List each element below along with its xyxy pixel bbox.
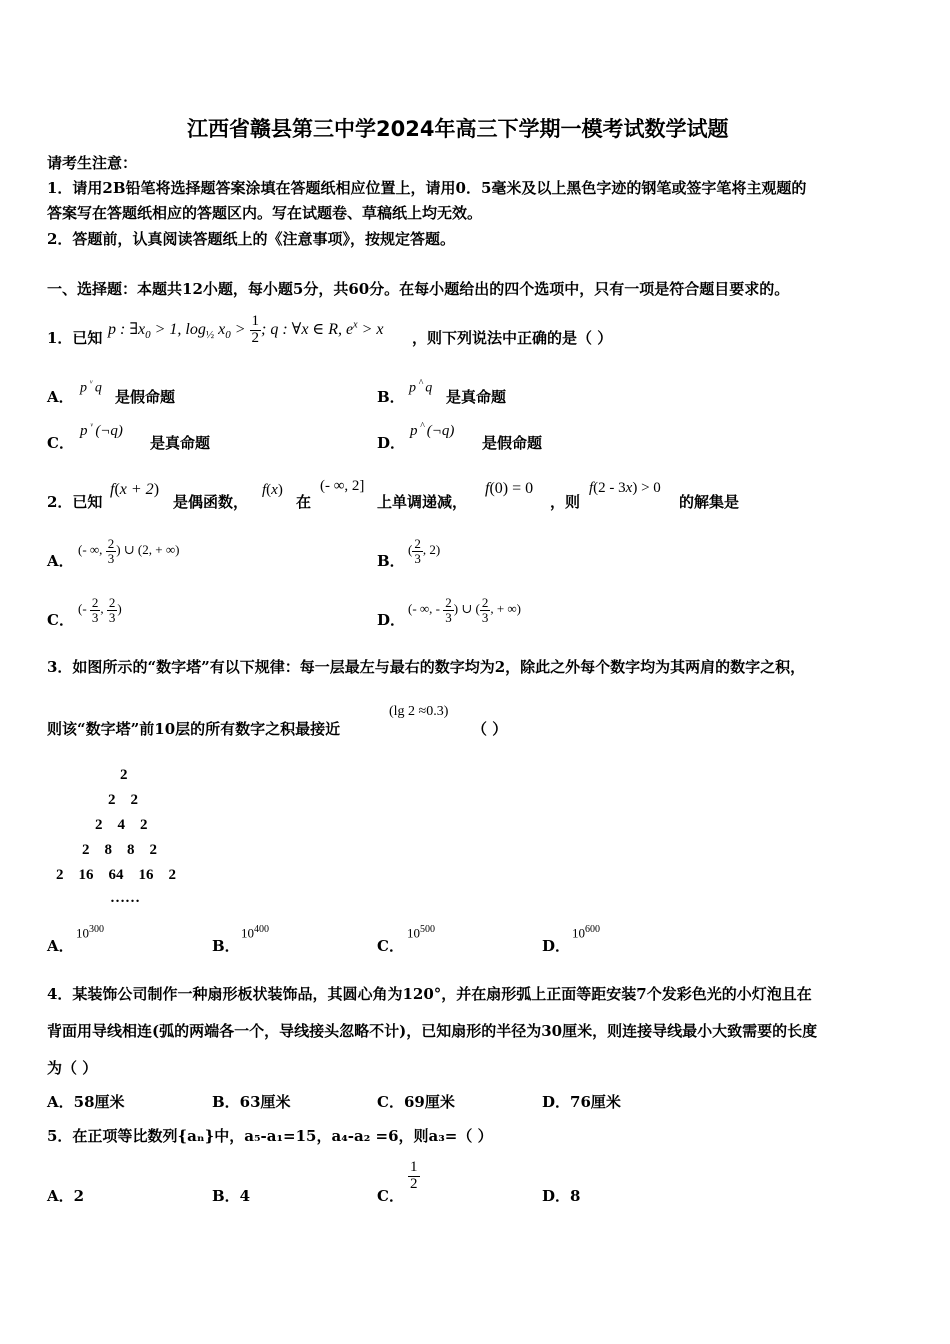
q2-text-5: 的解集是: [679, 493, 740, 511]
q1-option-b-label: B．: [377, 388, 405, 406]
q5-option-d: D．8: [542, 1187, 581, 1205]
tower-dots: ……: [110, 890, 140, 906]
q2-expr-f0: f(0) = 0: [485, 480, 534, 497]
q2-text-4: ，则: [550, 493, 581, 511]
q3-hint: (lg 2 ≈0.3): [389, 704, 449, 719]
q1-option-b-text: 是真命题: [446, 388, 507, 406]
q1-option-a-label: A．: [47, 388, 74, 406]
q2-text-3: 上单调递减，: [377, 493, 468, 511]
q4-option-d: D．76厘米: [542, 1093, 621, 1111]
q3-option-d-label: D．: [542, 937, 571, 955]
tower-row-3: 2 4 2: [95, 817, 148, 833]
q1-option-d-label: D．: [377, 434, 406, 452]
tower-row-1: 2: [120, 767, 128, 783]
q5-question: 5．在正项等比数列{aₙ}中，a₅-a₁=15，a₄-a₂ =6，则a₃=（ ）: [47, 1127, 493, 1145]
q3-option-c-label: C．: [377, 937, 404, 955]
q4-option-a: A．58厘米: [47, 1093, 125, 1111]
q3-option-a-label: A．: [47, 937, 74, 955]
section-heading: 一、选择题：本题共12小题，每小题5分，共60分。在每小题给出的四个选项中，只有一项是符合题目要求的。: [47, 280, 790, 298]
q3-option-b-label: B．: [212, 937, 240, 955]
q1-option-a-expr: p $^ᵛ$ q: [80, 378, 102, 396]
q4-line-2: 背面用导线相连(弧的两端各一个，导线接头忽略不计)，已知扇形的半径为30厘米，则连接导线最小大致需要的长度: [47, 1022, 818, 1040]
q2-option-c-label: C．: [47, 611, 74, 629]
tower-row-2: 2 2: [108, 792, 138, 808]
q5-option-c-label: C．: [377, 1187, 404, 1205]
tower-row-5: 2 16 64 16 2: [56, 867, 176, 883]
q3-line-2a: 则该“数字塔”前10层的所有数字之积最接近: [47, 720, 341, 738]
notice-heading: 请考生注意：: [47, 154, 138, 172]
q1-option-d-expr: p ^ (¬q): [410, 421, 455, 439]
q2-option-b-label: B．: [377, 552, 405, 570]
q2-expr-inequality: f(2 - 3x) > 0: [589, 480, 661, 496]
q3-option-a-expr: $10^{300}$: [76, 924, 104, 941]
q1-prefix: 1．已知: [47, 329, 103, 347]
q2-option-c-expr: (- $\frac{2}{3}$ , $\frac{2}{3}$ ): [78, 595, 122, 625]
q2-option-d-expr: (- ∞, - $\frac{2}{3}$ ) ∪ ( $\frac{2}{3}$ , + ∞): [408, 595, 522, 625]
q4-option-c: C．69厘米: [377, 1093, 455, 1111]
q4-line-3: 为（ ）: [47, 1059, 98, 1077]
notice-line-1b: 答案写在答题纸相应的答题区内。写在试题卷、草稿纸上均无效。: [47, 204, 483, 222]
notice-line-1a: 1．请用2B铅笔将选择题答案涂填在答题纸相应位置上，请用0．5毫米及以上黑色字迹的钢笔或签字笔将主观题的: [47, 179, 807, 197]
q1-suffix: ，则下列说法中正确的是（ ）: [412, 329, 613, 347]
q2-prefix: 2．已知: [47, 493, 103, 511]
q5-option-b: B．4: [212, 1187, 251, 1205]
q2-expr-interval: (- ∞, 2]: [320, 478, 365, 494]
q3-option-b-expr: $10^{400}$: [241, 924, 269, 941]
q2-text-2: 在: [296, 493, 312, 511]
q2-text-1: 是偶函数，: [173, 493, 249, 511]
q2-option-a-label: A．: [47, 552, 74, 570]
q4-line-1: 4．某装饰公司制作一种扇形板状装饰品，其圆心角为120°，并在扇形弧上正面等距安装7个发彩色光的小灯泡且在: [47, 985, 812, 1003]
q2-option-d-label: D．: [377, 611, 406, 629]
q1-option-a-text: 是假命题: [115, 388, 176, 406]
q4-option-b: B．63厘米: [212, 1093, 291, 1111]
q2-expr-f-x: f(x): [262, 482, 283, 498]
q3-line-1: 3．如图所示的“数字塔”有以下规律：每一层最左与最右的数字均为2，除此之外每个数字均为其两肩的数字之积，: [47, 658, 806, 676]
q1-option-c-text: 是真命题: [150, 434, 211, 452]
q3-option-d-expr: $10^{600}$: [572, 924, 600, 941]
notice-line-2: 2．答题前，认真阅读答题纸上的《注意事项》，按规定答题。: [47, 230, 455, 248]
page-title: 江西省赣县第三中学2024年高三下学期一模考试数学试题: [187, 117, 729, 141]
q1-option-c-expr: p $^ᵛ$ (¬q): [80, 421, 123, 439]
tower-row-4: 2 8 8 2: [82, 842, 157, 858]
q1-option-b-expr: p ^ q: [409, 378, 433, 396]
q2-option-b-expr: ( $\frac{2}{3}$ , 2): [408, 536, 441, 566]
q3-option-c-expr: $10^{500}$: [407, 924, 435, 941]
q5-option-c-expr: $\frac{1}{2}$: [410, 1159, 418, 1192]
q2-expr-f-x-plus-2: f(x + 2): [110, 481, 160, 498]
q1-option-c-label: C．: [47, 434, 74, 452]
q2-option-a-expr: (- ∞, $\frac{2}{3}$ ) ∪ (2, + ∞): [78, 536, 180, 566]
q1-option-d-text: 是假命题: [482, 434, 543, 452]
q3-line-2b: （ ）: [472, 720, 508, 738]
q5-option-a: A．2: [47, 1187, 85, 1205]
q1-formula: p : $\exists x_0 > 1$, $\log_{\frac{1}{2}} x_0$ > $\frac{1}{2}$ ; q : ∀x ∈ R, $e^x > x$: [108, 313, 384, 346]
